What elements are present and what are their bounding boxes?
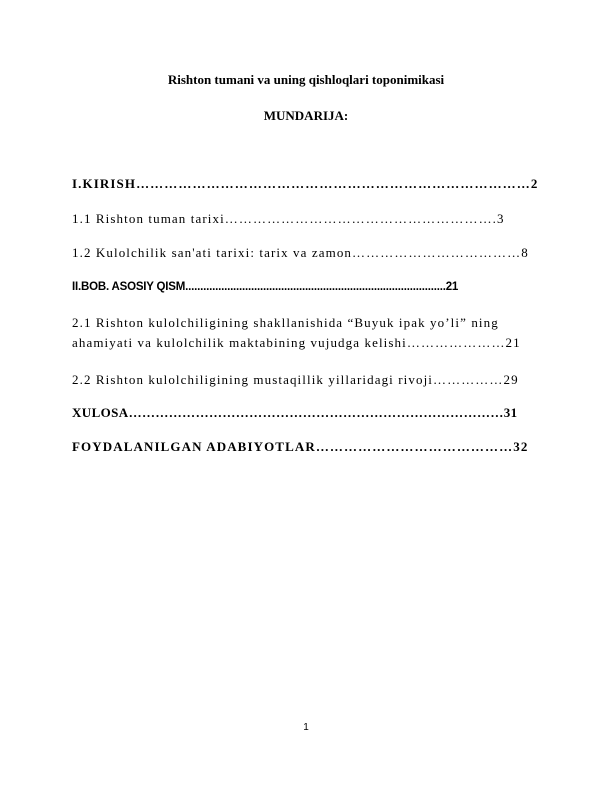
- toc-entry-1-2: 1.2 Kulolchilik san'ati tarixi: tarix va zamon………………………………8: [72, 245, 529, 260]
- page-number: 1: [303, 722, 309, 733]
- toc-entry-xulosa: XULOSA…………………………………………………………………………31: [72, 405, 518, 420]
- toc-entry-kirish: I.KIRISH…………………………………………………………………………2: [72, 176, 538, 191]
- toc-entry-adabiyotlar: FOYDALANILGAN ADABIYOTLAR……………………………………32: [72, 439, 529, 454]
- toc-entry-2-2: 2.2 Rishton kulolchiligining mustaqillik yillaridagi rivoji……………29: [72, 372, 519, 387]
- toc-heading: MUNDARIJA:: [263, 108, 349, 123]
- toc-entry-2-1-line1: 2.1 Rishton kulolchiligining shakllanishida “Buyuk ipak yo’li” ning: [72, 315, 499, 330]
- toc-entry-asosiy-qism: II.BOB. ASOSIY QISM.......................................................................................21: [72, 281, 459, 293]
- toc-entry-2-1: [72, 313, 538, 353]
- toc-entry-1-1: 1.1 Rishton tuman tarixi………………………………………………….3: [72, 211, 505, 226]
- toc-entry-2-1-line2: ahamiyati va kulolchilik maktabining vujudga kelishi…………………21: [72, 335, 521, 350]
- document-title: Rishton tumani va uning qishloqlari toponimikasi: [167, 72, 445, 87]
